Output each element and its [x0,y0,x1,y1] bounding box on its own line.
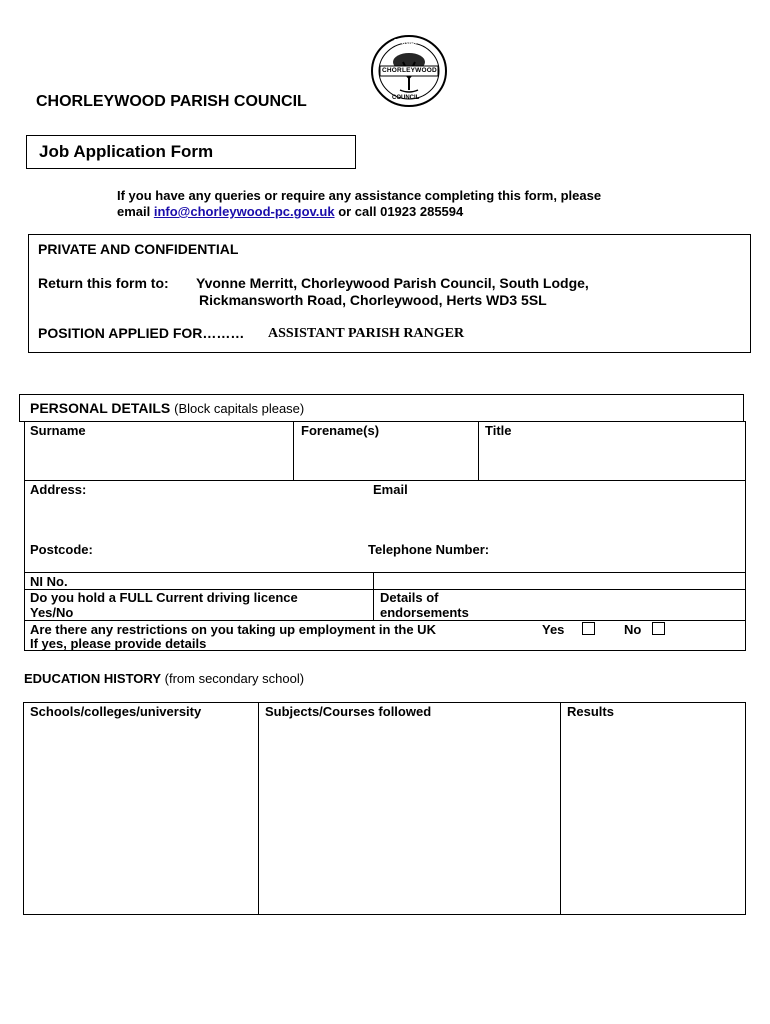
position-label: POSITION APPLIED FOR……… [38,325,245,341]
education-col-subjects: Subjects/Courses followed [265,704,432,719]
restrictions-yes-checkbox[interactable] [582,622,595,635]
endorsements-label-2: endorsements [380,605,469,620]
address-label: Address: [30,482,87,497]
education-heading-wrap [24,671,304,686]
restrictions-question: Are there any restrictions on you taking up employment in the UK [30,622,436,637]
return-label: Return this form to: [38,275,169,291]
org-name: CHORLEYWOOD PARISH COUNCIL [36,93,307,110]
personal-details-header [19,394,744,422]
address-field[interactable] [25,498,365,538]
education-col-schools: Schools/colleges/university [30,704,202,719]
intro-email-prefix: email [117,204,154,219]
forenames-label: Forename(s) [301,423,380,438]
restrictions-yes-label: Yes [542,622,565,637]
email-link[interactable]: info@chorleywood-pc.gov.uk [153,204,335,219]
restrictions-yes [542,622,595,637]
education-subheading: (from secondary school) [164,671,305,686]
personal-heading: PERSONAL DETAILS [30,400,171,416]
restrictions-no [624,622,665,637]
education-schools-field[interactable] [24,722,257,914]
council-logo [370,34,448,108]
intro-line-2 [117,204,463,219]
education-subjects-field[interactable] [259,722,559,914]
forenames-field[interactable] [294,440,477,479]
education-results-field[interactable] [561,722,745,914]
logo-top-text: PARISH [394,39,420,46]
return-line-2: Rickmansworth Road, Chorleywood, Herts WD3 5SL [199,292,547,308]
intro-email-suffix: or call 01923 285594 [334,204,464,219]
restrictions-no-label: No [624,622,642,637]
surname-label: Surname [30,423,86,438]
endorsements-label-1: Details of [380,590,439,605]
education-col-results: Results [567,704,614,719]
restrictions-details-label: If yes, please provide details [30,636,207,651]
personal-heading-wrap [30,400,304,416]
endorsements-field[interactable] [480,590,745,619]
postcode-field[interactable] [110,540,360,570]
confidential-box [28,234,751,353]
form-title-box [26,135,356,169]
ni-field[interactable] [80,573,370,588]
return-line-1: Yvonne Merritt, Chorleywood Parish Council, South Lodge, [196,275,589,291]
ni-label: NI No. [30,574,68,589]
driving-question-2: Yes/No [30,605,74,620]
title-field[interactable] [479,440,745,479]
logo-middle-text: CHORLEYWOOD [382,67,437,74]
telephone-label: Telephone Number: [368,542,490,557]
email-label: Email [373,482,408,497]
postcode-label: Postcode: [30,542,93,557]
education-heading: EDUCATION HISTORY [24,671,161,686]
form-title: Job Application Form [39,142,214,161]
driving-question-1: Do you hold a FULL Current driving licence [30,590,298,605]
intro-line-1: If you have any queries or require any assistance completing this form, please [117,188,602,203]
logo-bottom-text: COUNCIL [392,95,420,101]
surname-field[interactable] [25,440,292,479]
restrictions-no-checkbox[interactable] [652,622,665,635]
telephone-field[interactable] [505,540,745,570]
email-field[interactable] [370,498,745,538]
title-label: Title [485,423,512,438]
position-value: ASSISTANT PARISH RANGER [268,326,465,341]
confidential-heading: PRIVATE AND CONFIDENTIAL [38,241,239,257]
personal-subheading: (Block capitals please) [174,401,305,416]
